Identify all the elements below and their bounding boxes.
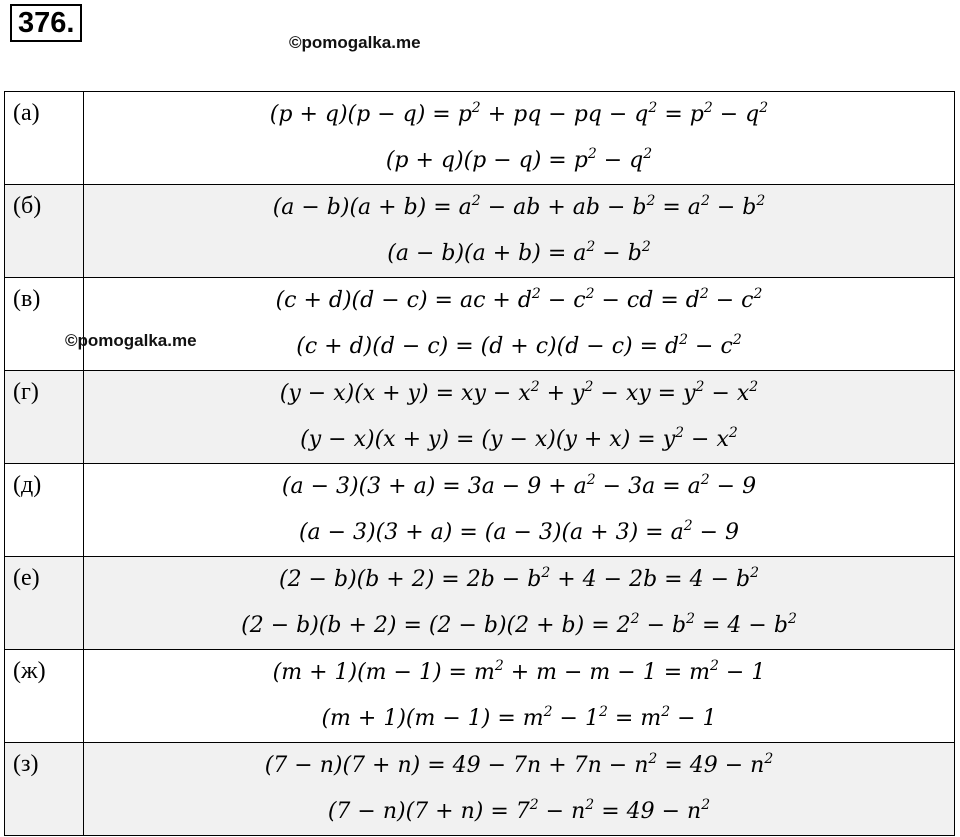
table-row [5, 743, 955, 836]
table-row [5, 557, 955, 650]
equations-cell [84, 464, 955, 557]
equation-line2: $(p + q)(p - q) = p^2 - q^2$ [385, 146, 653, 173]
equation-line2: $(m + 1)(m - 1) = m^2 - 1^2 = m^2 - 1$ [321, 704, 717, 731]
equations-cell [84, 650, 955, 743]
equations-cell [84, 371, 955, 464]
equation-line1: $(2 - b)(b + 2) = 2b - b^2 + 4 - 2b = 4 - b^2$ [278, 565, 760, 592]
table-row [5, 185, 955, 278]
solution-rows [5, 92, 955, 836]
item-label: (в) [5, 278, 84, 371]
equations-cell [84, 743, 955, 836]
item-label: (г) [5, 371, 84, 464]
equation-line2: $(a - b)(a + b) = a^2 - b^2$ [387, 239, 651, 266]
equation-line2: $(c + d)(d - c) = (d + c)(d - c) = d^2 - c^2$ [296, 332, 742, 359]
equation-line2: $(2 - b)(b + 2) = (2 - b)(2 + b) = 2^2 - b^2 = 4 - b^2$ [241, 611, 797, 638]
table-row [5, 278, 955, 371]
equation-line1: (y − x)(x + y) = xy − $x^2 + y^2$ − xy = $y^2 - x^2$ [279, 379, 759, 406]
equations-cell [84, 92, 955, 185]
equation-line1: $(a - b)(a + b) = a^2$ − ab + ab − $b^2 = a^2 - b^2$ [272, 193, 766, 220]
equation-line1: $(p + q)(p - q) = p^2$ + pq − pq − $q^2 = p^2 - q^2$ [269, 100, 769, 127]
solution-table [4, 91, 955, 836]
equation-line2: $(7 - n)(7 + n) = 7^2 - n^2 = 49 - n^2$ [327, 797, 711, 824]
item-label: (е) [5, 557, 84, 650]
watermark-top: ©pomogalka.me [289, 33, 421, 52]
equation-line2: $(y - x)(x + y) = (y - x)(y + x) = y^2 - x^2$ [300, 425, 738, 452]
item-label: (а) [5, 92, 84, 185]
equation-line1: $(m + 1)(m - 1) = m^2 + m - m - 1 = m^2 - 1$ [272, 658, 766, 685]
table-row [5, 650, 955, 743]
item-label: (ж) [5, 650, 84, 743]
item-label: (б) [5, 185, 84, 278]
equations-cell [84, 278, 955, 371]
equation-line1: (c + d)(d − c) = ac + $d^2 - c^2$ − cd = $d^2 - c^2$ [275, 286, 763, 313]
equation-line1: $(7 - n)(7 + n) = 49 - 7n + 7n - n^2 = 49 - n^2$ [264, 751, 774, 778]
equation-line2: $(a - 3)(3 + a) = (a - 3)(a + 3) = a^2 - 9$ [298, 518, 740, 545]
equation-line1: $(a - 3)(3 + a) = 3a - 9 + a^2 - 3a = a^2 - 9$ [281, 472, 757, 499]
equations-cell [84, 185, 955, 278]
table-row [5, 464, 955, 557]
problem-number: 376. [10, 4, 82, 42]
equations-cell [84, 557, 955, 650]
table-row [5, 371, 955, 464]
watermark-mid: ©pomogalka.me [65, 331, 197, 350]
table-row [5, 92, 955, 185]
item-label: (з) [5, 743, 84, 836]
item-label: (д) [5, 464, 84, 557]
